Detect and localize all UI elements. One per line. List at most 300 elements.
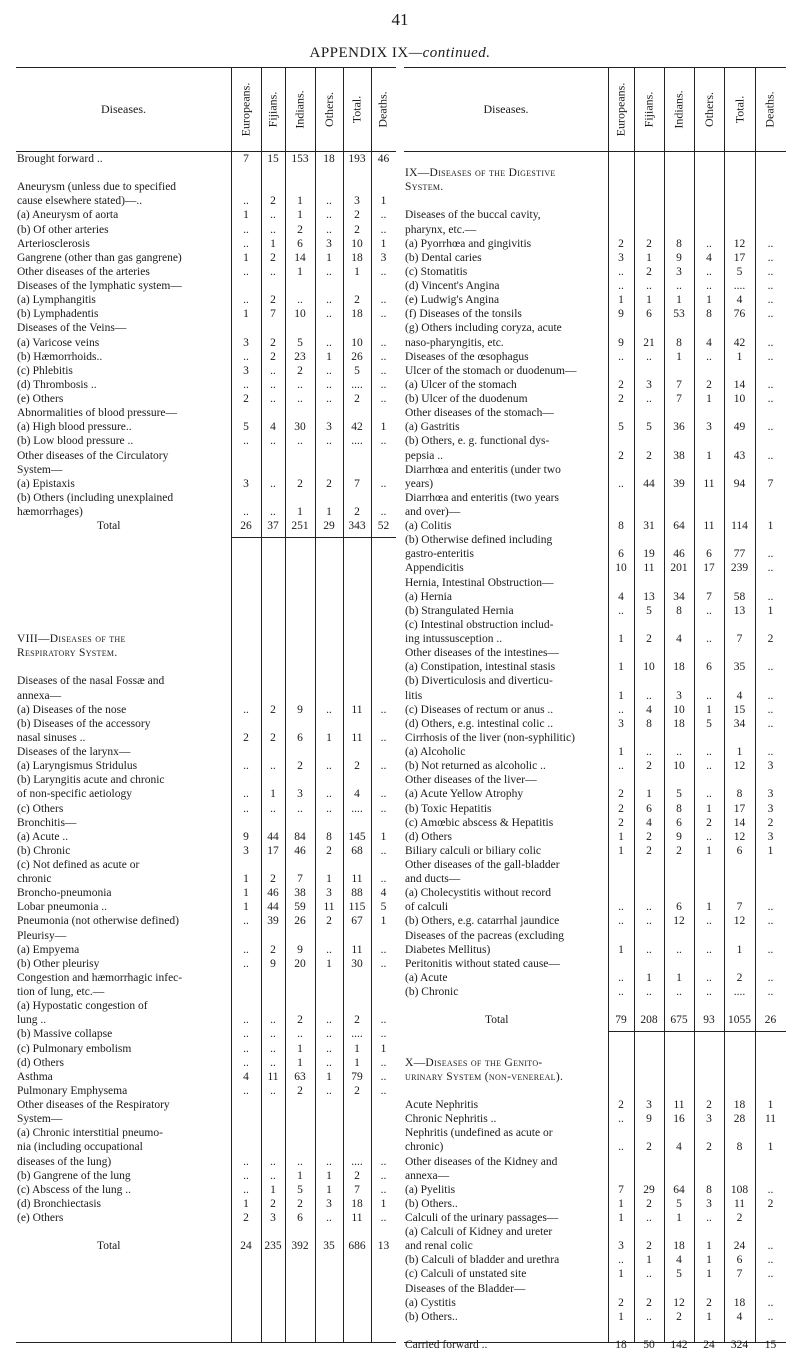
disease-label: Diseases of the Veins—: [17, 322, 127, 335]
disease-label: and ducts—: [405, 873, 461, 886]
blank-row: [404, 152, 786, 166]
disease-label: Diarrhœa and enteritis (under two: [405, 463, 561, 476]
disease-label: Broncho-pneumonia: [17, 887, 112, 900]
cell-fijians: 2: [646, 1296, 652, 1309]
page-number: 41: [391, 10, 409, 29]
cell-indians: 392: [291, 1240, 309, 1253]
cell-indians: ..: [297, 1155, 303, 1168]
cell-indians: 2: [297, 364, 303, 377]
disease-label: (b) Of other arteries: [17, 223, 109, 236]
cell-europeans: 2: [618, 449, 624, 462]
disease-label: (d) Others: [405, 830, 452, 843]
disease-label: pharynx, etc.—: [405, 223, 477, 236]
disease-label: (b) Massive collapse: [17, 1028, 113, 1041]
cell-total: 11: [351, 873, 363, 886]
cell-total: 193: [348, 153, 366, 165]
cell-others: 8: [706, 1183, 712, 1196]
disease-label: (c) Diseases of rectum or anus ..: [405, 703, 554, 716]
disease-label: Appendicitis: [405, 562, 464, 575]
cell-deaths: ..: [767, 1296, 774, 1309]
cell-europeans: 3: [618, 251, 624, 264]
cell-total: 11: [351, 943, 363, 956]
cell-indians: 18: [673, 1240, 685, 1253]
cell-deaths: 26: [764, 1014, 777, 1027]
cell-fijians: ..: [270, 477, 276, 490]
cell-others: 3: [706, 421, 712, 434]
cell-others: 3: [326, 237, 332, 250]
table-row: [404, 279, 786, 293]
cell-indians: 12: [673, 915, 685, 928]
cell-total: 68: [351, 844, 363, 857]
cell-total: 11: [733, 1197, 746, 1210]
blank-row: [404, 1084, 786, 1098]
table-row: [16, 773, 396, 787]
cell-others: 5: [706, 717, 712, 730]
col-header-total: Total.: [349, 95, 364, 124]
cell-indians: 2: [297, 760, 303, 773]
table-row: [16, 420, 396, 434]
cell-fijians: 2: [646, 1197, 652, 1210]
cell-others: 24: [703, 1339, 715, 1352]
table-row: [404, 1310, 786, 1324]
cell-fijians: 17: [267, 844, 279, 857]
cell-others: ..: [706, 237, 712, 250]
cell-europeans: ..: [618, 350, 624, 363]
disease-label: (a) Hernia: [405, 590, 452, 603]
disease-label: Gangrene (other than gas gangrene): [17, 251, 182, 264]
cell-fijians: ..: [646, 915, 652, 928]
cell-indians: 10: [673, 760, 685, 773]
disease-label: years): [405, 477, 434, 490]
table-row: [16, 1112, 396, 1126]
cell-fijians: 2: [646, 1141, 652, 1154]
cell-fijians: ..: [270, 435, 276, 448]
table-row: [16, 265, 396, 279]
total-row: [16, 519, 396, 533]
cell-europeans: ..: [243, 294, 249, 307]
table-row: [404, 717, 786, 731]
cell-deaths: ..: [767, 1254, 774, 1267]
cell-europeans: 2: [243, 731, 249, 744]
disease-label: Other diseases of the Kidney and: [405, 1155, 558, 1168]
cell-europeans: 4: [618, 590, 624, 603]
cell-others: ..: [326, 223, 332, 236]
cell-total: 12: [733, 830, 746, 843]
cell-fijians: 3: [270, 1212, 276, 1224]
cell-europeans: ..: [243, 378, 249, 391]
left-table-header: [16, 67, 396, 152]
table-row: [16, 802, 396, 816]
cell-total: 12: [733, 237, 746, 250]
cell-fijians: 29: [643, 1183, 655, 1196]
cell-fijians: 15: [267, 153, 279, 165]
cell-fijians: ..: [646, 943, 652, 956]
disease-label: (b) Chronic: [405, 986, 459, 999]
cell-total: 18: [351, 308, 363, 321]
cell-fijians: ..: [646, 280, 652, 293]
table-row: [16, 279, 396, 293]
cell-deaths: 2: [767, 633, 774, 646]
table-row: [16, 1056, 396, 1070]
cell-others: 1: [326, 1070, 332, 1083]
cell-others: ..: [706, 633, 712, 646]
blank-row: [16, 660, 396, 674]
cell-deaths: ..: [380, 873, 387, 886]
cell-fijians: 44: [267, 830, 279, 843]
cell-others: 18: [323, 153, 335, 165]
cell-europeans: 1: [618, 661, 624, 674]
table-row: [404, 787, 786, 801]
cell-deaths: 3: [767, 802, 774, 815]
disease-label: IX—Diseases of the Digestive: [405, 167, 556, 180]
cell-others: ..: [706, 943, 712, 956]
table-row: [16, 180, 396, 194]
cell-indians: 5: [676, 1197, 682, 1210]
table-row: [404, 618, 786, 632]
cell-indians: ..: [676, 986, 682, 999]
cell-others: ..: [326, 943, 332, 956]
cell-others: ..: [706, 350, 712, 363]
disease-label: (a) Hypostatic congestion of: [17, 1000, 148, 1013]
cell-indians: 3: [676, 689, 682, 702]
cell-others: 3: [326, 421, 332, 434]
cell-deaths: 1: [767, 844, 774, 857]
table-row: [16, 886, 396, 900]
column-divider: [664, 67, 665, 1343]
table-row: [404, 547, 786, 561]
cell-indians: 53: [673, 308, 685, 321]
cell-total: 1: [354, 1042, 360, 1055]
cell-deaths: ..: [380, 788, 387, 801]
disease-label: nia (including occupational: [17, 1141, 143, 1154]
table-row: [16, 378, 396, 392]
cell-others: 1: [706, 802, 712, 815]
cell-total: 7: [354, 477, 360, 490]
col-header-indians: Indians.: [292, 90, 307, 129]
cell-europeans: ..: [243, 195, 249, 208]
cell-indians: 8: [676, 604, 682, 617]
table-row: [404, 1197, 786, 1211]
table-row: [16, 449, 396, 463]
cell-indians: 1: [297, 1042, 303, 1055]
cell-others: ..: [326, 1042, 332, 1055]
disease-label: (a) Acute: [405, 971, 448, 984]
table-row: [404, 378, 786, 392]
cell-others: ..: [326, 308, 332, 321]
cell-fijians: ..: [270, 364, 276, 377]
cell-deaths: ..: [767, 421, 774, 434]
cell-deaths: ..: [380, 943, 387, 956]
table-row: [16, 477, 396, 491]
cell-europeans: 2: [618, 1099, 624, 1112]
cell-others: ..: [326, 209, 332, 222]
cell-total: 239: [730, 562, 749, 575]
cell-others: ..: [326, 1056, 332, 1069]
disease-label: litis: [405, 689, 423, 702]
cell-fijians: 2: [270, 1197, 276, 1210]
cell-others: 8: [706, 308, 712, 321]
col-header-fijians: Fijians.: [641, 91, 656, 128]
table-row: [404, 1267, 786, 1281]
cell-europeans: 18: [615, 1339, 627, 1352]
disease-label: (a) Cholecystitis without record: [405, 887, 551, 900]
table-row: [16, 844, 396, 858]
table-row: [404, 237, 786, 251]
cell-europeans: ..: [243, 435, 249, 448]
cell-fijians: 4: [646, 703, 652, 716]
cell-others: 1: [706, 901, 712, 914]
cell-deaths: ..: [767, 336, 774, 349]
disease-label: (a) Calculi of Kidney and ureter: [405, 1226, 553, 1239]
disease-label: nasal sinuses ..: [17, 731, 86, 744]
cell-total: 14: [733, 816, 746, 829]
cell-fijians: ..: [270, 1042, 276, 1055]
cell-total: 11: [351, 731, 363, 744]
cell-total: 5: [736, 265, 743, 278]
cell-deaths: 1: [380, 195, 387, 208]
cell-fijians: 1: [646, 251, 652, 264]
cell-others: 4: [706, 251, 712, 264]
cell-others: 2: [706, 1296, 712, 1309]
cell-total: 145: [348, 830, 366, 843]
table-row: [404, 505, 786, 519]
blank-row: [16, 604, 396, 618]
table-row: [16, 929, 396, 943]
disease-label: Acute Nephritis: [405, 1099, 479, 1112]
disease-label: (c) Phlebitis: [17, 364, 73, 377]
disease-label: Biliary calculi or biliary colic: [405, 844, 542, 857]
cell-indians: 1: [676, 350, 682, 363]
disease-label: (d) Thrombosis ..: [17, 378, 97, 391]
disease-label: naso-pharyngitis, etc.: [405, 336, 504, 349]
cell-deaths: 1: [380, 421, 387, 434]
blank-row: [404, 999, 786, 1013]
cell-others: 93: [703, 1014, 715, 1027]
disease-label: of calculi: [405, 901, 449, 914]
disease-label: (f) Diseases of the tonsils: [405, 308, 522, 321]
table-row: [16, 505, 396, 519]
disease-label: (b) Others..: [405, 1310, 458, 1323]
cell-others: ..: [706, 915, 712, 928]
disease-label: (c) Pulmonary embolism: [17, 1042, 132, 1055]
table-row: [16, 1183, 396, 1197]
cell-fijians: 2: [646, 265, 652, 278]
blank-row: [16, 1225, 396, 1239]
cell-europeans: ..: [618, 1141, 624, 1154]
cell-fijians: 46: [267, 887, 279, 900]
table-row: [404, 180, 786, 194]
cell-europeans: ..: [618, 1113, 624, 1126]
cell-others: 1: [706, 393, 712, 406]
cell-total: 18: [733, 1296, 746, 1309]
cell-deaths: 1: [380, 830, 387, 843]
table-row: [16, 745, 396, 759]
right-table: [404, 67, 786, 1352]
cell-fijians: 2: [646, 1240, 652, 1253]
table-row: [404, 646, 786, 660]
cell-deaths: ..: [767, 717, 774, 730]
cell-others: ..: [326, 1084, 332, 1097]
table-row: [16, 759, 396, 773]
cell-fijians: 2: [646, 760, 652, 773]
cell-total: 1: [736, 746, 743, 759]
cell-europeans: ..: [243, 703, 249, 716]
table-row: [16, 816, 396, 830]
cell-others: 7: [706, 590, 712, 603]
left-table: [16, 67, 396, 1343]
cell-others: 2: [706, 816, 712, 829]
disease-label: (g) Others including coryza, acute: [405, 322, 562, 335]
table-row: [404, 929, 786, 943]
cell-deaths: ..: [380, 364, 387, 377]
cell-indians: 2: [297, 477, 303, 490]
table-row: [16, 336, 396, 350]
cell-total: 2: [354, 393, 360, 406]
cell-europeans: 1: [618, 689, 624, 702]
table-row: [404, 251, 786, 265]
table-row: [404, 491, 786, 505]
cell-europeans: 3: [243, 336, 249, 349]
table-row: [16, 787, 396, 801]
cell-europeans: ..: [243, 1014, 249, 1027]
cell-deaths: ..: [380, 703, 387, 716]
cell-fijians: ..: [270, 1169, 276, 1182]
cell-fijians: 2: [646, 830, 652, 843]
disease-label: (a) Alcoholic: [405, 746, 466, 759]
cell-europeans: 9: [618, 336, 624, 349]
cell-total: 1: [354, 265, 360, 278]
cell-indians: 20: [294, 957, 306, 970]
cell-deaths: ..: [767, 280, 774, 293]
cell-europeans: ..: [618, 280, 624, 293]
table-row: [16, 674, 396, 688]
cell-deaths: ..: [380, 393, 387, 406]
cell-deaths: ..: [767, 308, 774, 321]
disease-label: (b) Ulcer of the duodenum: [405, 393, 528, 406]
cell-europeans: 1: [618, 830, 624, 843]
cell-fijians: 3: [646, 1099, 652, 1112]
disease-label: (e) Others: [17, 393, 64, 406]
cell-deaths: ..: [380, 1084, 387, 1097]
cell-total: 108: [730, 1183, 749, 1196]
cell-others: 3: [326, 1197, 332, 1210]
cell-others: 29: [323, 520, 335, 533]
cell-total: 4: [736, 294, 743, 307]
cell-deaths: ..: [767, 1183, 774, 1196]
cell-europeans: 1: [243, 1197, 249, 1210]
cell-deaths: ..: [380, 223, 387, 236]
disease-label: (b) Diverticulosis and diverticu-: [405, 675, 553, 688]
disease-label: Diseases of the pacreas (excluding: [405, 929, 565, 942]
cell-deaths: 5: [380, 901, 387, 914]
cell-deaths: ..: [767, 251, 774, 264]
disease-label: (b) Diseases of the accessory: [17, 717, 151, 730]
cell-total: 114: [731, 520, 748, 533]
disease-label: (a) Constipation, intestinal stasis: [405, 661, 556, 674]
cell-deaths: 1: [380, 915, 387, 928]
cell-europeans: 26: [240, 520, 252, 533]
cell-deaths: 3: [767, 788, 774, 801]
cell-others: ..: [326, 1155, 332, 1168]
cell-others: ..: [706, 830, 712, 843]
cell-others: 3: [326, 887, 332, 900]
cell-fijians: ..: [270, 506, 276, 518]
cell-indians: 12: [673, 1296, 685, 1309]
cell-indians: 23: [294, 350, 306, 363]
cell-total: ....: [733, 280, 746, 293]
cell-deaths: ..: [380, 1056, 387, 1069]
column-divider: [261, 67, 262, 1343]
cell-fijians: 2: [270, 873, 276, 886]
cell-total: 2: [354, 506, 360, 518]
table-row: [404, 561, 786, 575]
cell-europeans: 1: [618, 1268, 624, 1281]
disease-label: (a) Chronic interstitial pneumo-: [17, 1127, 163, 1140]
column-divider: [285, 67, 286, 1343]
table-row: [404, 350, 786, 364]
cell-europeans: 2: [618, 802, 624, 815]
cell-europeans: ..: [618, 1254, 624, 1267]
cell-total: 2: [736, 1212, 743, 1224]
cell-deaths: 2: [767, 816, 774, 829]
table-row: [16, 1042, 396, 1056]
cell-europeans: 3: [243, 844, 249, 857]
cell-total: 343: [348, 520, 366, 533]
disease-label: (b) Not returned as alcoholic ..: [405, 760, 546, 773]
cell-total: ....: [351, 802, 363, 815]
disease-label: annexa—: [17, 689, 62, 702]
cell-total: 42: [733, 336, 746, 349]
cell-indians: ..: [297, 435, 303, 448]
disease-label: gastro-enteritis: [405, 548, 474, 561]
cell-deaths: ..: [767, 1268, 774, 1281]
cell-total: 18: [351, 1197, 363, 1210]
table-row: [404, 844, 786, 858]
cell-indians: 3: [297, 788, 303, 801]
table-row: [16, 307, 396, 321]
cell-deaths: ..: [767, 746, 774, 759]
cell-total: 6: [736, 1254, 743, 1267]
cell-others: 1: [326, 731, 332, 744]
cell-indians: 9: [676, 251, 682, 264]
appendix-title: APPENDIX IX: [309, 45, 409, 61]
cell-total: 115: [348, 901, 366, 914]
cell-others: ..: [326, 195, 332, 208]
cell-europeans: 1: [618, 1197, 624, 1210]
table-row: [404, 1239, 786, 1253]
cell-europeans: ..: [243, 1084, 249, 1097]
cell-deaths: 15: [764, 1339, 777, 1352]
disease-label: VIII—Diseases of the: [17, 633, 126, 646]
disease-label: Diseases of the œsophagus: [405, 350, 529, 363]
cell-others: ..: [706, 265, 712, 278]
cell-europeans: ..: [243, 237, 249, 250]
cell-total: 34: [733, 717, 746, 730]
cell-deaths: ..: [380, 1014, 387, 1027]
cell-indians: 34: [673, 590, 685, 603]
cell-others: 2: [326, 477, 332, 490]
cell-indians: ..: [297, 294, 303, 307]
disease-label: Pulmonary Emphysema: [17, 1084, 128, 1097]
cell-deaths: ..: [380, 802, 387, 815]
cell-deaths: 3: [767, 830, 774, 843]
cell-total: 18: [733, 1099, 746, 1112]
disease-label: (b) Calculi of bladder and urethra: [405, 1254, 560, 1267]
cell-deaths: ..: [380, 265, 387, 278]
cell-indians: 8: [676, 336, 682, 349]
table-row: [16, 872, 396, 886]
cell-indians: 1: [297, 506, 303, 518]
